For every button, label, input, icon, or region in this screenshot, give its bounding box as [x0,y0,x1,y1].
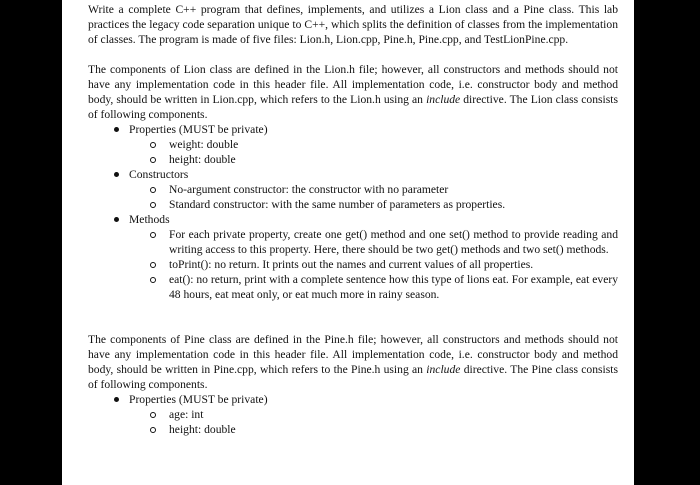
circle-bullet-icon [150,232,156,238]
lion-method-toprint: toPrint(): no return. It prints out the names and current values of all properties. [169,258,534,271]
circle-bullet-icon [150,142,156,148]
lion-paragraph [88,62,618,122]
list-item [129,137,618,152]
circle-bullet-icon [150,412,156,418]
circle-bullet-icon [150,277,156,283]
pine-include-emphasis: include [426,363,461,376]
list-item [129,152,618,167]
lion-include-emphasis: include [426,93,461,106]
lion-constructor-noarg: No-argument constructor: the constructor with no parameter [169,183,449,196]
document-page [62,0,634,485]
lion-properties-item [88,122,618,167]
circle-bullet-icon [150,202,156,208]
bullet-icon [114,172,119,177]
lion-method-getset: For each private property, create one get() method and one set() method to provide reading and writing access to this property. Here, there should be two get() methods and two set() methods. [169,228,618,256]
list-item [129,197,618,212]
list-item [129,272,618,302]
pine-paragraph-text-1: The components of Pine class are defined in the Pine.h file; however, all constructors and methods should not have any implementation code in this header file. All implementation code, i.e. constructor body and method body, should be written in Pine.cpp, which refers to the Pine.h using an [88,333,618,376]
circle-bullet-icon [150,157,156,163]
document-body [88,2,618,437]
right-black-border [634,0,700,485]
bullet-icon [114,397,119,402]
circle-bullet-icon [150,187,156,193]
left-black-border [0,0,62,485]
lion-method-eat: eat(): no return, print with a complete sentence how this type of lions eat. For example, eat every 48 hours, eat meat only, or eat much more in rainy season. [169,273,618,301]
bullet-icon [114,127,119,132]
lion-constructor-standard: Standard constructor: with the same number of parameters as properties. [169,198,506,211]
bullet-icon [114,217,119,222]
lion-components-list [88,122,618,302]
lion-methods-label: Methods [129,213,170,226]
pine-components-list [88,392,618,437]
lion-constructors-item [88,167,618,212]
pine-paragraph-text-2: directive. The Pine class consists of following components. [88,363,618,391]
pine-property-age: age: int [169,408,204,421]
lion-methods-sublist [129,227,618,302]
pine-property-height: height: double [169,423,236,436]
lion-properties-label: Properties (MUST be private) [129,123,268,136]
lion-property-weight: weight: double [169,138,239,151]
pine-properties-sublist [129,407,618,437]
pine-paragraph [88,332,618,392]
lion-property-height: height: double [169,153,236,166]
lion-paragraph-text-2: directive. The Lion class consists of following components. [88,93,618,121]
list-item [129,182,618,197]
lion-constructors-sublist [129,182,618,212]
lion-paragraph-text-1: The components of Lion class are defined in the Lion.h file; however, all constructors and methods should not have any implementation code in this header file. All implementation code, i.e. constructor body and method body, should be written in Lion.cpp, which refers to the Lion.h using an [88,63,618,106]
list-item [129,407,618,422]
circle-bullet-icon [150,427,156,433]
lion-constructors-label: Constructors [129,168,189,181]
circle-bullet-icon [150,262,156,268]
lion-methods-item [88,212,618,302]
pine-properties-label: Properties (MUST be private) [129,393,268,406]
list-item [129,422,618,437]
spacer [88,302,618,317]
intro-paragraph: Write a complete C++ program that defines, implements, and utilizes a Lion class and a Pine class. This lab practices the legacy code separation unique to C++, which splits the definition of classes from the implementation of classes. The program is made of five files: Lion.h, Lion.cpp, Pine.h, Pine.cpp, and TestLionPine.cpp. [88,3,618,46]
lion-properties-sublist [129,137,618,167]
pine-properties-item [88,392,618,437]
list-item [129,227,618,257]
list-item [129,257,618,272]
